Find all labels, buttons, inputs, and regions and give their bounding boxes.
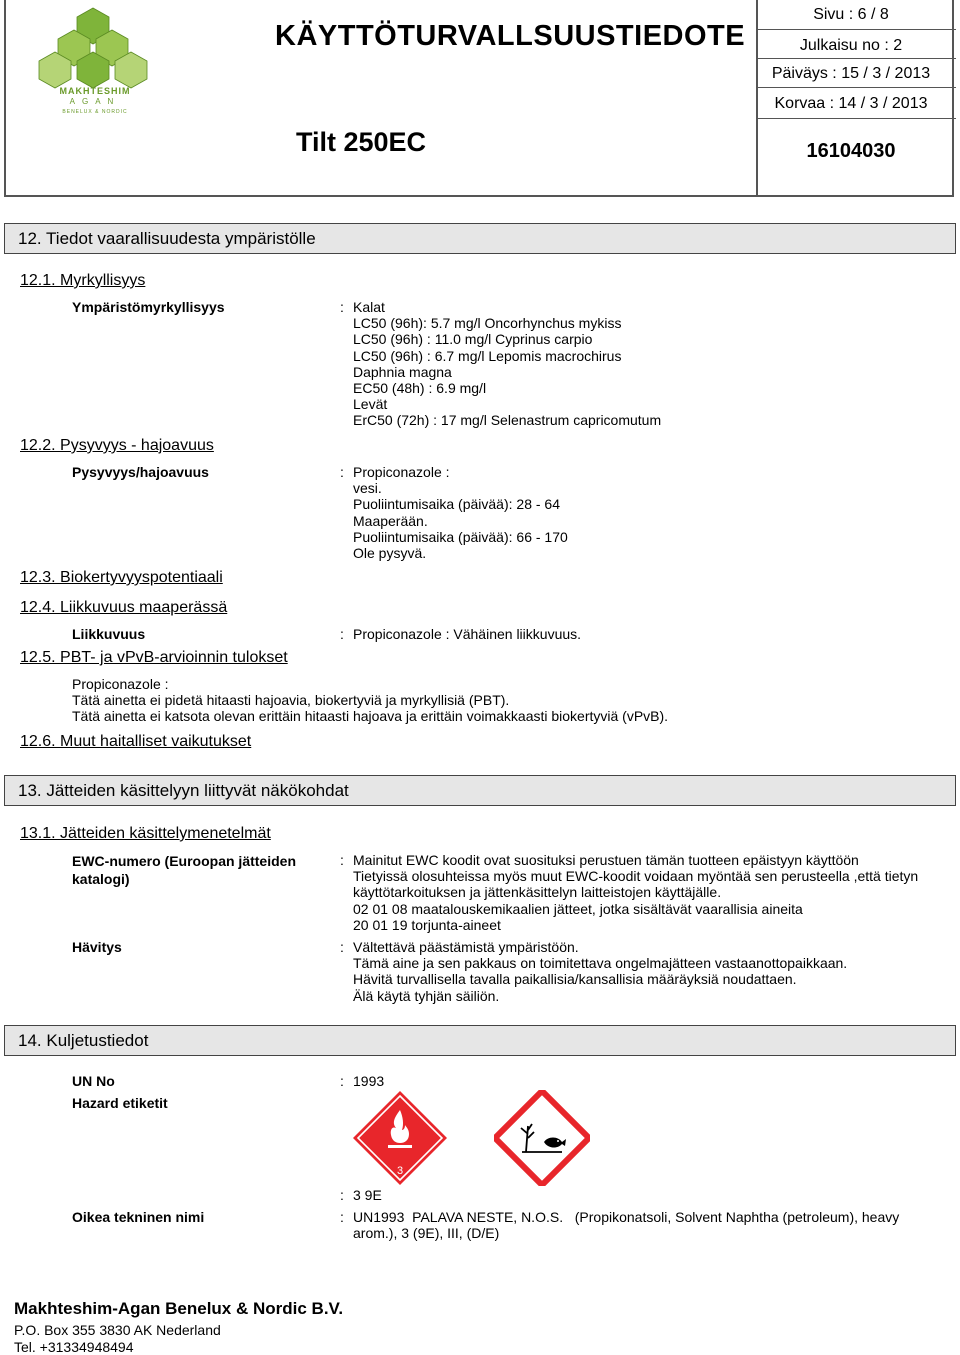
label-proper-shipping-name: Oikea tekninen nimi: [72, 1209, 205, 1225]
flammable-liquid-diamond-icon: [352, 1090, 448, 1186]
pbt-assessment-text: Propiconazole : Tätä ainetta ei pidetä hitaasti hajoavia, biokertyviä ja myrkyllisiä (PBT). Tätä ainetta ei katsota olevan erittäin hitaasti hajoava ja erittäin voimakkaasti biokertyviä (vPvB).: [72, 676, 669, 725]
subsection-title: 12.6. Muut haitalliset vaikutukset: [20, 733, 252, 750]
edition-number: Julkaisu no : 2: [799, 37, 903, 54]
label-hazard-labels: Hazard etiketit: [72, 1095, 168, 1111]
logo-text: BENELUX & NORDIC: [62, 109, 128, 115]
footer-company-name: Makhteshim-Agan Benelux & Nordic B.V.: [14, 1299, 344, 1318]
value-persistence: Propiconazole : vesi. Puoliintumisaika (päivää): 28 - 64 Maaperään. Puoliintumisaika (päivää): 66 - 170 Ole pysyvä.: [353, 464, 568, 562]
value-ewc-number: Mainitut EWC koodit ovat suosituksi perustuen tämän tuotteen epäistyyn käyttöön Tietyissä olosuhteissa myös muut EWC-koodit voidaan myöntää sen perusteella ,että tietyn käyttötarkoituksen ja jättenkäsittelyn laitteistojen käyttäjälle. 02 01 08 maatalouskemikaalien jätteet, jotka sisältävät vaarallisia aineita 20 01 19 torjunta-aineet: [353, 852, 919, 933]
issue-date: Päiväys : 15 / 3 / 2013: [771, 65, 931, 82]
hazard-class-number: 3: [396, 1165, 404, 1177]
colon: :: [340, 1187, 344, 1203]
header-rule: [758, 87, 956, 88]
subsection-title: 12.3. Biokertyvyyspotentiaali: [20, 569, 223, 586]
colon: :: [340, 464, 344, 480]
page-number: Sivu : 6 / 8: [813, 6, 889, 23]
replaces-date: Korvaa : 14 / 3 / 2013: [774, 95, 928, 112]
section-12-heading: 12. Tiedot vaarallisuudesta ympäristölle: [4, 223, 956, 254]
section-14-heading: 14. Kuljetustiedot: [4, 1025, 956, 1056]
subsection-title: 13.1. Jätteiden käsittelymenetelmät: [20, 825, 271, 842]
value-mobility: Propiconazole : Vähäinen liikkuvuus.: [353, 626, 582, 642]
label-ecotoxicity: Ympäristömyrkyllisyys: [72, 299, 225, 315]
value-hazard-class: 3 9E: [353, 1187, 382, 1203]
makhteshim-agan-logo-icon: [18, 6, 168, 126]
value-disposal: Vältettävä päästämistä ympäristöön. Tämä aine ja sen pakkaus on toimitettava ongelmajätteen vastaanottopaikkaan. Hävitä turvallisella tavalla paikallisia/kansallisia määräyksiä noudattaen. Älä käytä tyhjän säiliön.: [353, 939, 848, 1004]
subsection-12-2: [20, 437, 214, 455]
subsection-title: 12.2. Pysyvyys - hajoavuus: [20, 437, 214, 454]
footer-phone: Tel. +31334948494: [14, 1339, 134, 1355]
colon: :: [340, 299, 344, 315]
label-persistence: Pysyvyys/hajoavuus: [72, 464, 209, 480]
header-rule: [758, 118, 956, 119]
subsection-12-4: [20, 599, 227, 617]
product-name: Tilt 250EC: [296, 127, 427, 157]
environment-hazard-diamond-icon: [494, 1090, 590, 1186]
value-proper-shipping-name: UN1993 PALAVA NESTE, N.O.S. (Propikonatsoli, Solvent Naphtha (petroleum), heavy arom.), 3 (9E), III, (D/E): [353, 1209, 900, 1242]
subsection-12-3: [20, 569, 223, 587]
logo-text: MAKHTESHIM: [59, 86, 131, 96]
document-title: KÄYTTÖTURVALLSUUSTIEDOTE: [275, 20, 746, 52]
header-rule: [758, 58, 956, 59]
subsection-title: 12.1. Myrkyllisyys: [20, 272, 146, 289]
colon: :: [340, 1073, 344, 1089]
colon: :: [340, 939, 344, 955]
logo-text: AGAN: [69, 97, 121, 106]
subsection-12-5: [20, 649, 288, 667]
label-ewc-number: EWC-numero (Euroopan jätteiden katalogi): [72, 853, 296, 887]
value-ecotoxicity: Kalat LC50 (96h): 5.7 mg/l Oncorhynchus mykiss LC50 (96h) : 11.0 mg/l Cyprinus carpio LC50 (96h) : 6.7 mg/l Lepomis macrochirus Daphnia magna EC50 (48h) : 6.9 mg/l Levät ErC50 (72h) : 17 mg/l Selenastrum capricomutum: [353, 299, 662, 429]
label-un-number: UN No: [72, 1073, 115, 1089]
label-disposal: Hävitys: [72, 939, 122, 955]
footer-address: P.O. Box 355 3830 AK Nederland: [14, 1322, 221, 1338]
subsection-12-6: [20, 733, 251, 751]
header-rule: [758, 29, 956, 30]
colon: :: [340, 852, 344, 868]
subsection-13-1: [20, 825, 271, 843]
subsection-title: 12.4. Liikkuvuus maaperässä: [20, 599, 228, 616]
colon: :: [340, 626, 344, 642]
value-un-number: 1993: [353, 1073, 385, 1089]
subsection-title: 12.5. PBT- ja vPvB-arvioinnin tulokset: [20, 649, 288, 666]
colon: :: [340, 1209, 344, 1225]
product-code: 16104030: [806, 140, 896, 162]
label-mobility: Liikkuvuus: [72, 626, 146, 642]
section-13-heading: 13. Jätteiden käsittelyyn liittyvät näkökohdat: [4, 775, 956, 806]
subsection-12-1: [20, 272, 145, 290]
